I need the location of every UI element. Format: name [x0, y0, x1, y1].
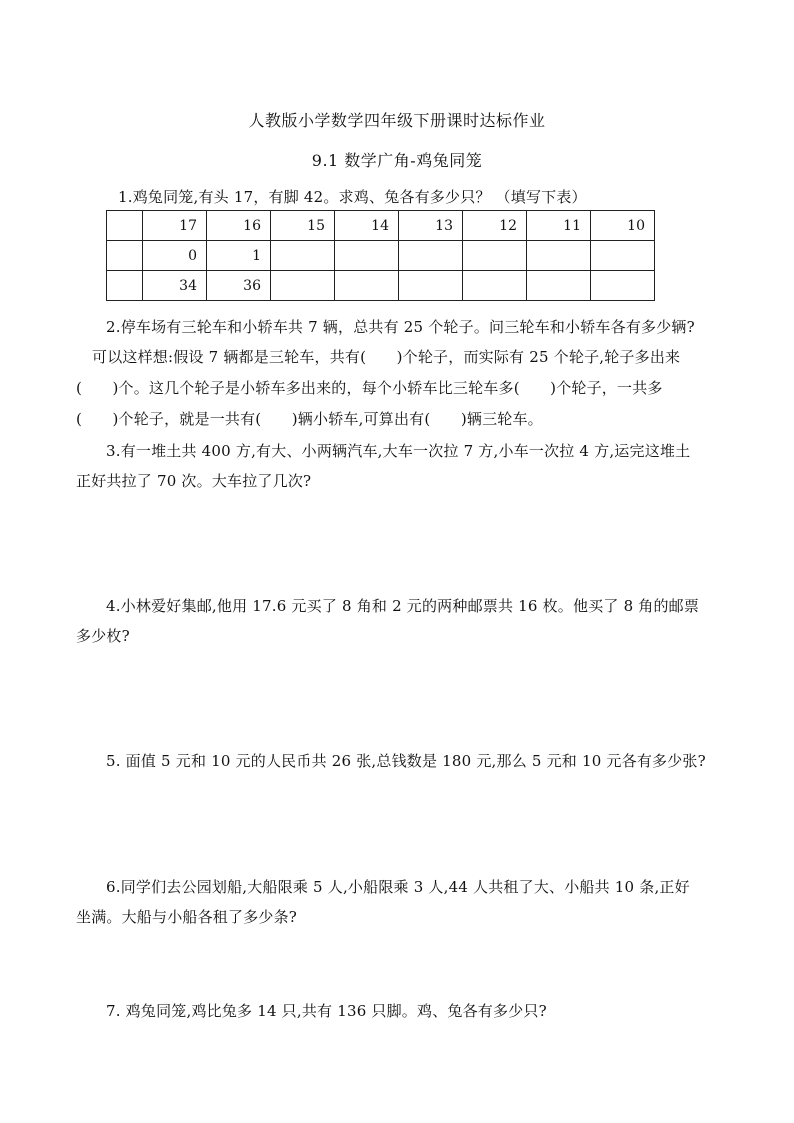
question-2-line-1: 2.停车场有三轮车和小轿车共 7 辆，总共有 25 个轮子。问三轮车和小轿车各有多少辆? — [106, 318, 695, 336]
table-cell — [271, 271, 335, 301]
table-cell — [591, 241, 655, 271]
table-cell: 17 — [143, 211, 207, 241]
table-cell: 1 — [207, 241, 271, 271]
question-5-line-1: 5. 面值 5 元和 10 元的人民币共 26 张,总钱数是 180 元,那么 5 元和 10 元各有多少张? — [106, 752, 706, 770]
question-2-line-2: 可以这样想:假设 7 辆都是三轮车，共有( )个轮子，而实际有 25 个轮子,轮子多出来 — [92, 348, 681, 366]
table-cell: 10 — [591, 211, 655, 241]
question-4-line-1: 4.小林爱好集邮,他用 17.6 元买了 8 角和 2 元的两种邮票共 16 枚。他买了 8 角的邮票 — [106, 597, 700, 615]
question-6-line-2: 坐满。大船与小船各租了多少条? — [76, 908, 298, 926]
question-2-line-4: ( )个轮子，就是一共有( )辆小轿车,可算出有( )辆三轮车。 — [76, 410, 543, 428]
table-cell — [463, 241, 527, 271]
question-1-text: 1.鸡兔同笼,有头 17，有脚 42。求鸡、兔各有多少只？ （填写下表） — [118, 188, 587, 206]
table-cell — [399, 241, 463, 271]
table-cell: 14 — [335, 211, 399, 241]
table-cell: 0 — [143, 241, 207, 271]
question-6-line-1: 6.同学们去公园划船,大船限乘 5 人,小船限乘 3 人,44 人共租了大、小船共 10 条,正好 — [106, 878, 690, 896]
table-cell — [527, 271, 591, 301]
table-cell — [527, 241, 591, 271]
table-cell — [107, 241, 143, 271]
table-row — [107, 271, 655, 301]
table-cell — [335, 271, 399, 301]
table-row — [107, 211, 655, 241]
table-cell — [271, 241, 335, 271]
question-4-line-2: 多少枚? — [76, 627, 130, 645]
question-3-line-2: 正好共拉了 70 次。大车拉了几次? — [76, 472, 312, 490]
table-cell: 36 — [207, 271, 271, 301]
question-2-line-3: ( )个。这几个轮子是小轿车多出来的，每个小轿车比三轮车多( )个轮子，一共多 — [76, 379, 663, 397]
page-title: 人教版小学数学四年级下册课时达标作业 — [248, 111, 546, 130]
table-cell: 12 — [463, 211, 527, 241]
table-cell — [399, 271, 463, 301]
table-cell: 15 — [271, 211, 335, 241]
table-cell: 11 — [527, 211, 591, 241]
table-cell — [335, 241, 399, 271]
question-7-line-1: 7. 鸡兔同笼,鸡比兔多 14 只,共有 136 只脚。鸡、兔各有多少只? — [106, 1002, 547, 1020]
question-3-line-1: 3.有一堆土共 400 方,有大、小两辆汽车,大车一次拉 7 方,小车一次拉 4 方,运完这堆土 — [106, 442, 691, 460]
answer-table — [106, 210, 655, 301]
table-cell — [463, 271, 527, 301]
table-cell — [591, 271, 655, 301]
table-cell — [107, 211, 143, 241]
table-cell: 34 — [143, 271, 207, 301]
table-cell: 13 — [399, 211, 463, 241]
page-subtitle: 9.1 数学广角-鸡兔同笼 — [311, 151, 483, 170]
table-cell: 16 — [207, 211, 271, 241]
table-cell — [107, 271, 143, 301]
table-row — [107, 241, 655, 271]
